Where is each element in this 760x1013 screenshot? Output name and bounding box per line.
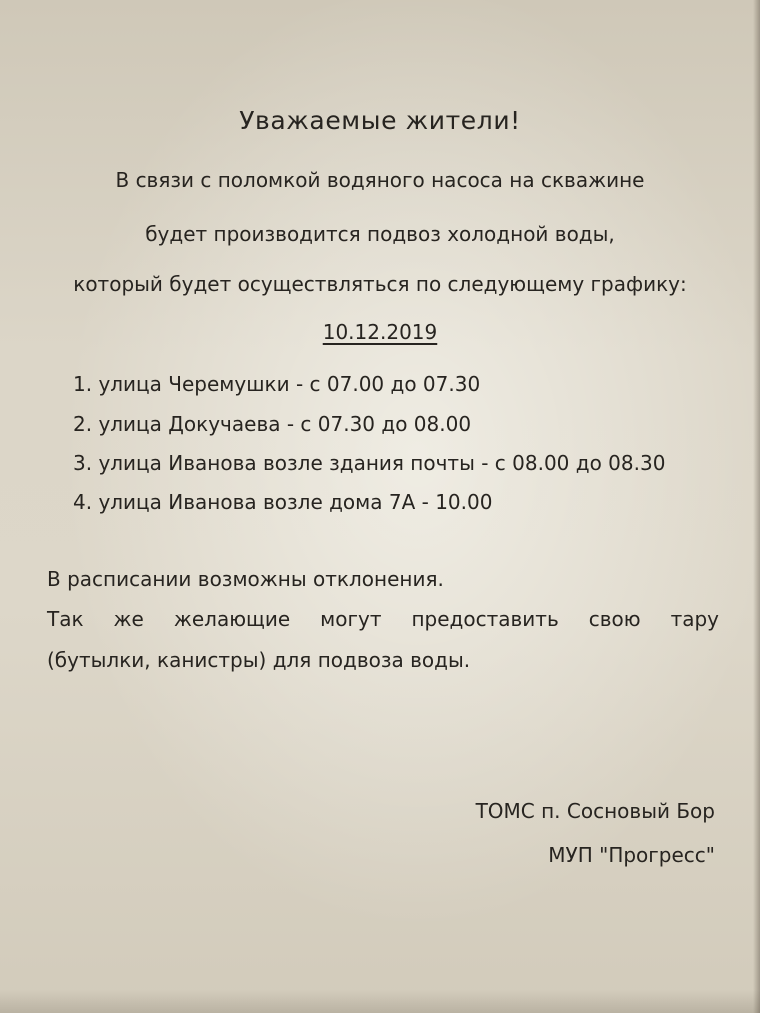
schedule-item-4: 4. улица Иванова возле дома 7А - 10.00 [73,490,493,514]
intro-line-1: В связи с поломкой водяного насоса на скважине [115,168,645,192]
paper-bottom-shadow [0,990,760,1013]
schedule-item-1: 1. улица Черемушки - с 07.00 до 07.30 [73,372,481,396]
intro-line-2: будет производится подвоз холодной воды, [145,222,615,246]
intro-line-3: который будет осуществляться по следующему графику: [73,272,687,296]
signature-organization-2: МУП "Прогресс" [548,843,715,867]
schedule-date [0,320,760,344]
containers-line-1: Так же желающие могут предоставить свою тару [47,607,719,631]
containers-line-2: (бутылки, канистры) для подвоза воды. [47,648,471,672]
signature-organization-1: ТОМС п. Сосновый Бор [475,799,715,823]
notice-title: Уважаемые жители! [239,106,521,135]
paper-edge-shadow [753,0,760,1013]
schedule-item-2: 2. улица Докучаева - с 07.30 до 08.00 [73,412,472,436]
schedule-date-text: 10.12.2019 [322,320,438,344]
deviation-note: В расписании возможны отклонения. [47,567,444,591]
schedule-item-3: 3. улица Иванова возле здания почты - с 08.00 до 08.30 [73,451,666,475]
